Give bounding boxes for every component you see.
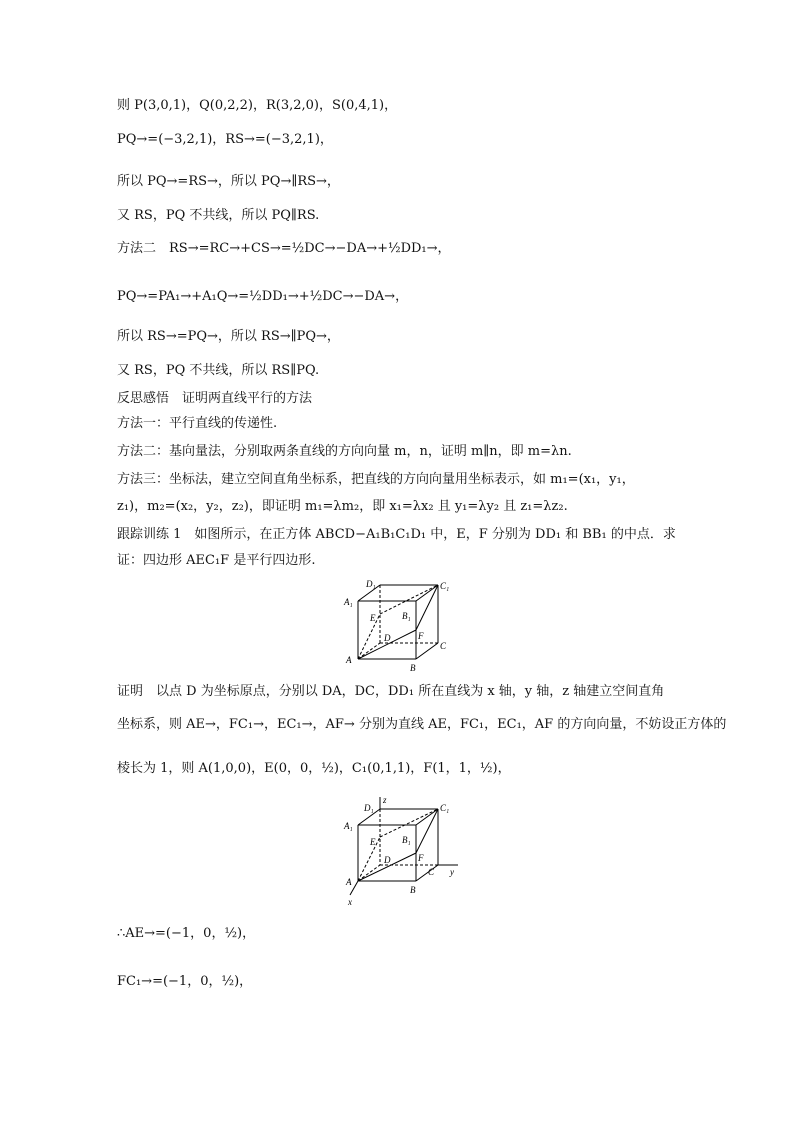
label-A: A (346, 877, 352, 887)
label-E: E (370, 613, 376, 623)
label-C1: C₁ (440, 803, 450, 813)
label-C: C (428, 867, 435, 877)
text-line-3: 所以 PQ→=RS→，所以 PQ→∥RS→， (117, 174, 340, 189)
text-line-2: PQ→=(−3,2,1)，RS→=(−3,2,1)， (117, 132, 333, 147)
exercise-heading: 跟踪训练 1 如图所示，在正方体 ABCD−A₁B₁C₁D₁ 中，E，F 分别为 DD₁ 和 BB₁ 的中点．求 (117, 527, 676, 542)
label-z: z (383, 795, 387, 805)
text-line-1: 则 P(3,0,1)，Q(0,2,2)，R(3,2,0)，S(0,4,1)， (117, 98, 398, 113)
label-C1: C₁ (440, 581, 450, 591)
label-E: E (370, 837, 376, 847)
proof-line-2: 坐标系，则 AE→，FC₁→，EC₁→，AF→ 分别为直线 AE，FC₁，EC₁，AF 的方向向量，不妨设正方体的 (117, 717, 727, 732)
proof-line-3: 棱长为 1，则 A(1,0,0)，E(0，0，½)，C₁(0,1,1)，F(1，1，½)， (117, 761, 511, 776)
label-B: B (410, 663, 416, 673)
label-D1: D₁ (364, 803, 374, 813)
label-D1: D₁ (366, 579, 376, 589)
result-line-1: ∴AE→=(−1，0，½)， (117, 926, 256, 941)
label-C: C (440, 641, 447, 651)
text-line-7: 所以 RS→=PQ→，所以 RS→∥PQ→， (117, 329, 340, 344)
label-B: B (410, 885, 416, 895)
label-A: A (346, 655, 352, 665)
section-heading: 反思感悟 证明两直线平行的方法 (117, 391, 313, 406)
text-line-12: 方法三：坐标法，建立空间直角坐标系，把直线的方向向量用坐标表示，如 m₁=(x₁，y₁， (117, 472, 635, 487)
label-A1: A₁ (344, 597, 353, 607)
label-D: D (384, 633, 391, 643)
proof-line-1: 证明 以点 D 为坐标原点，分别以 DA，DC，DD₁ 所在直线为 x 轴，y 轴，z 轴建立空间直角 (117, 684, 665, 699)
label-y: y (450, 867, 454, 877)
text-line-15: 证：四边形 AEC₁F 是平行四边形. (117, 553, 316, 568)
label-D: D (384, 855, 391, 865)
text-line-11: 方法二：基向量法，分别取两条直线的方向向量 m，n，证明 m∥n，即 m=λn. (117, 444, 572, 459)
label-B1: B₁ (402, 835, 411, 845)
text-line-13: z₁)，m₂=(x₂，y₂，z₂)，即证明 m₁=λm₂，即 x₁=λx₂ 且 y₁=λy₂ 且 z₁=λz₂. (117, 499, 568, 514)
cube-figure-1 (340, 577, 460, 677)
label-F: F (418, 853, 424, 863)
result-line-2: FC₁→=(−1，0，½)， (117, 974, 253, 989)
text-line-8: 又 RS，PQ 不共线，所以 RS∥PQ. (117, 363, 320, 378)
text-line-5: 方法二 RS→=RC→+CS→=½DC→−DA→+½DD₁→， (117, 241, 451, 256)
cube-figure-2 (340, 795, 470, 910)
label-A1: A₁ (344, 821, 353, 831)
label-x: x (348, 897, 352, 907)
text-line-6: PQ→=PA₁→+A₁Q→=½DD₁→+½DC→−DA→， (117, 289, 409, 304)
label-F: F (418, 631, 424, 641)
text-line-4: 又 RS，PQ 不共线，所以 PQ∥RS. (117, 208, 320, 223)
text-line-10: 方法一：平行直线的传递性. (117, 416, 278, 431)
label-B1: B₁ (402, 611, 411, 621)
